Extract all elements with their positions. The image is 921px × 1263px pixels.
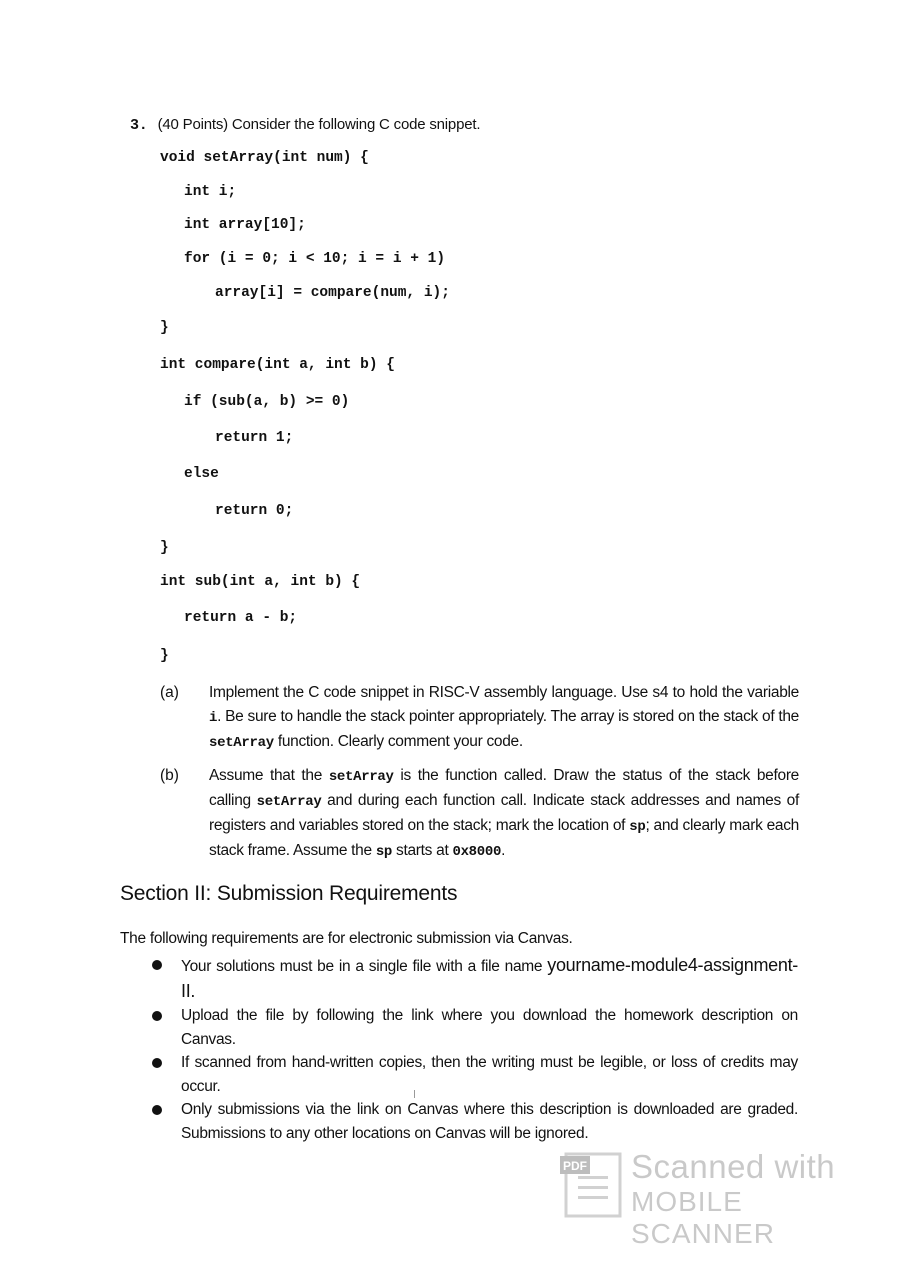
part-b-text: Assume that the setArray is the function called. Draw the status of the stack before calling setArray and during each function call. Indicate stack addresses and names of registers and variables stored on the stack; mark the location of sp; and clearly mark each stack frame. Assume the sp starts at 0x8000. (209, 767, 800, 860)
section-title: Section II: Submission Requirements (120, 882, 458, 905)
scanner-watermark (558, 1146, 878, 1249)
section-intro: The following requirements are for electronic submission via Canvas. (120, 930, 573, 947)
watermark-line1: Scanned with (631, 1148, 836, 1185)
watermark-line2: MOBILE SCANNER (631, 1186, 775, 1249)
bullet-icon (152, 1011, 162, 1021)
code-line: } (160, 320, 169, 336)
code-line: } (160, 648, 169, 664)
code-line: else (184, 466, 219, 482)
code-line: if (sub(a, b) >= 0) (184, 394, 350, 410)
code-line: int array[10]; (184, 217, 306, 233)
pdf-document-icon (558, 1146, 628, 1224)
pdf-badge: PDF (563, 1159, 587, 1173)
question-title: (40 Points) Consider the following C code snippet. (157, 116, 481, 133)
code-line: int compare(int a, int b) { (160, 357, 395, 373)
scan-artifact (414, 1090, 415, 1098)
code-line: } (160, 540, 169, 556)
list-item: Only submissions via the link on Canvas where this description is downloaded are graded. Submissions to any other locations on Canvas will be ignored. (151, 1098, 798, 1146)
bullet-icon (152, 1058, 162, 1068)
part-a-label: (a) (160, 684, 179, 701)
code-line: return a - b; (184, 610, 298, 626)
code-line: array[i] = compare(num, i); (215, 285, 450, 301)
question-header (130, 116, 480, 134)
code-line: return 0; (215, 503, 294, 519)
list-item: Your solutions must be in a single file with a file name yourname-module4-assignment-II. (151, 953, 798, 1005)
list-item: If scanned from hand-written copies, then the writing must be legible, or loss of credits may occur. (151, 1051, 798, 1099)
code-line: int sub(int a, int b) { (160, 574, 361, 590)
code-line: return 1; (215, 430, 294, 446)
part-b-label: (b) (160, 767, 179, 784)
requirements-list (151, 953, 798, 1145)
part-a-text: Implement the C code snippet in RISC-V assembly language. Use s4 to hold the variable i. Be sure to handle the stack pointer appropriately. The array is stored on the stack of the setArray function. Clearly comment your code. (209, 684, 799, 751)
code-line: for (i = 0; i < 10; i = i + 1) (184, 251, 446, 267)
list-item: Upload the file by following the link where you download the homework description on Canvas. (151, 1004, 798, 1052)
question-number: 3. (130, 117, 148, 134)
bullet-icon (152, 960, 162, 970)
bullet-icon (152, 1105, 162, 1115)
code-line: void setArray(int num) { (160, 150, 369, 166)
code-line: int i; (184, 184, 237, 200)
